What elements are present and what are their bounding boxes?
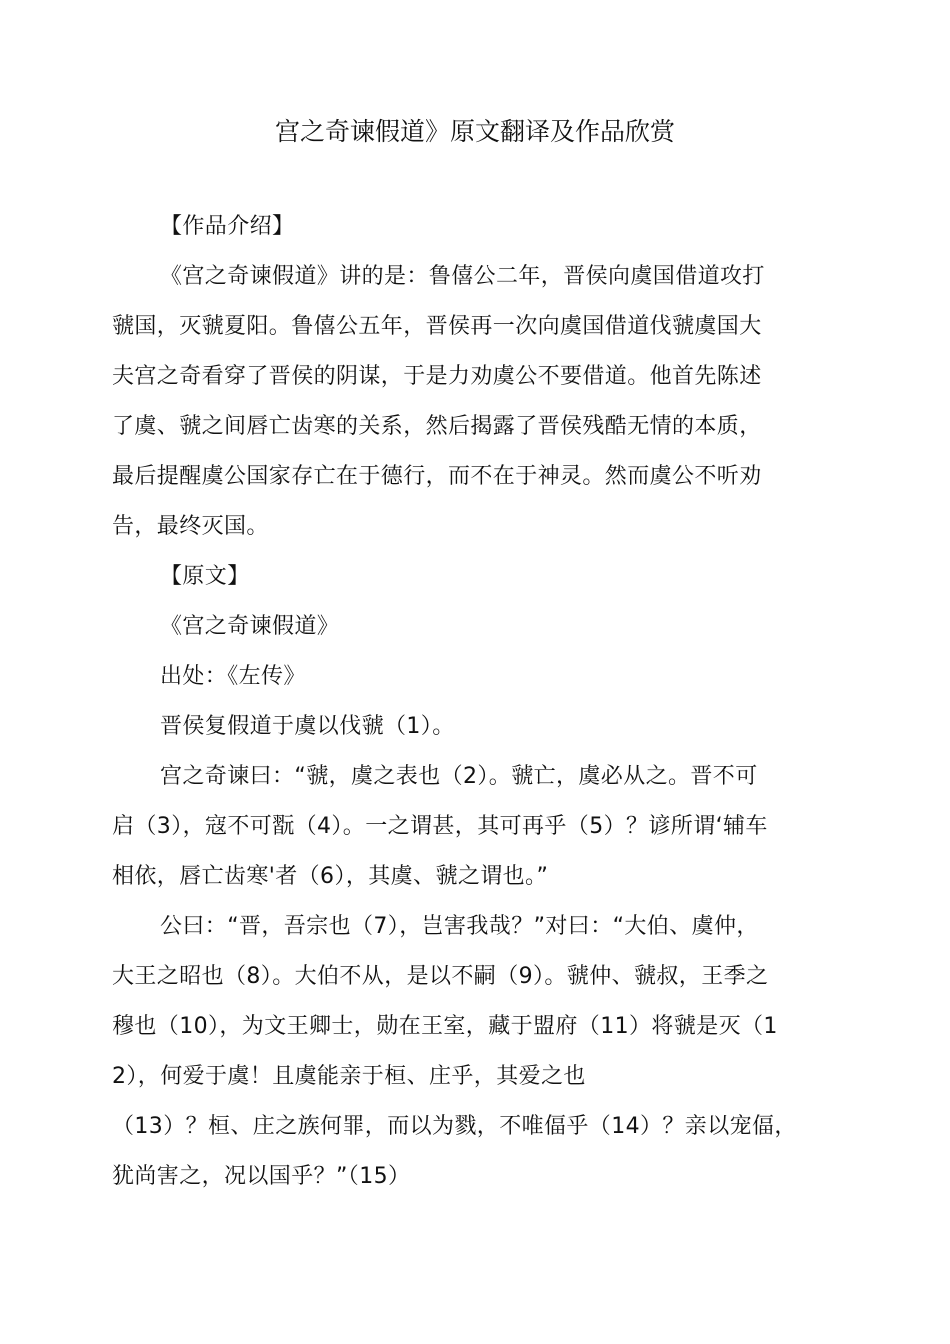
original-text-line: 宫之奇谏曰：“虢，虞之表也（2）。虢亡，虞必从之。晋不可 [160, 764, 758, 789]
intro-paragraph-line: 夫宫之奇看穿了晋侯的阴谋，于是力劝虞公不要借道。他首先陈述 [112, 364, 762, 389]
intro-paragraph-line: 虢国，灭虢夏阳。鲁僖公五年，晋侯再一次向虞国借道伐虢虞国大 [112, 314, 762, 339]
original-text-line: 2），何爱于虞！且虞能亲于桓、庄乎，其爱之也 [112, 1064, 586, 1089]
intro-heading: 【作品介绍】 [160, 214, 295, 239]
intro-paragraph-line: 《宫之奇谏假道》讲的是：鲁僖公二年，晋侯向虞国借道攻打 [160, 264, 765, 289]
original-text-line: 晋侯复假道于虞以伐虢（1）。 [160, 714, 455, 739]
intro-paragraph-line: 最后提醒虞公国家存亡在于德行，而不在于神灵。然而虞公不听劝 [112, 464, 762, 489]
original-text-line: 相依，唇亡齿寒'者（6），其虞、虢之谓也。” [112, 864, 549, 889]
original-text-line: （13）？桓、庄之族何罪，而以为戮，不唯偪乎（14）？亲以宠偪， [112, 1114, 797, 1139]
original-heading: 【原文】 [160, 564, 250, 589]
original-text-line: 公曰：“晋，吾宗也（7），岂害我哉？”对曰：“大伯、虞仲， [160, 914, 759, 939]
work-title: 《宫之奇谏假道》 [160, 614, 340, 639]
original-text-line: 穆也（10），为文王卿士，勋在王室，藏于盟府（11）将虢是灭（1 [112, 1014, 778, 1039]
original-text-line: 启（3），寇不可翫（4）。一之谓甚，其可再乎（5）？谚所谓‘辅车 [112, 814, 768, 839]
original-text-line: 犹尚害之，况以国乎？”（15） [112, 1164, 411, 1189]
intro-paragraph-line: 告，最终灭国。 [112, 514, 269, 539]
document-title: 宫之奇谏假道》原文翻译及作品欣赏 [274, 117, 675, 146]
intro-paragraph-line: 了虞、虢之间唇亡齿寒的关系，然后揭露了晋侯残酷无情的本质， [112, 414, 762, 439]
source-line: 出处：《左传》 [160, 664, 306, 689]
original-text-line: 大王之昭也（8）。大伯不从，是以不嗣（9）。虢仲、虢叔，王季之 [112, 964, 769, 989]
